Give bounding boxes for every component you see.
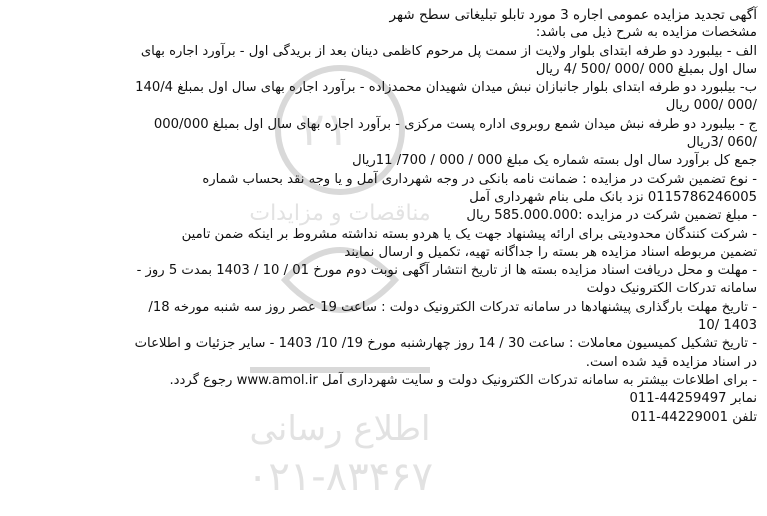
watermark-line-2: مناقصات و مزایدات — [249, 201, 431, 226]
notice-title: آگهی تجدید مزایده عمومی اجاره 3 مورد تابلو تبلیغاتی سطح شهر — [389, 7, 757, 23]
notice-line: الف - بیلبورد دو طرفه ابتدای بلوار ولایت از سمت پل مرحوم کاظمی دینان بعد از بریدگی اول - برآورد اجاره بهای — [140, 43, 757, 59]
notice-line: - تاریخ مهلت بارگذاری پیشنهادها در سامانه تدرکات الکترونیک دولت : ساعت 19 عصر روز سه شنبه مورخه 18/ — [148, 299, 757, 315]
notice-line: /060 /3ریال — [686, 135, 757, 151]
notice-line: ب- بیلبورد دو طرفه ابتدای بلوار جانبازان نبش میدان شهیدان محمدزاده - برآورد اجاره بهای سال اول بمبلغ 140/4 — [135, 80, 757, 96]
notice-line: در اسناد مزایده قید شده است. — [585, 354, 757, 370]
notice-line: جمع کل برآورد سال اول بسته شماره یک مبلغ 000 / 000 / 700/ 11ریال — [352, 153, 757, 169]
notice-line: مشخصات مزایده به شرح ذیل می باشد: — [535, 25, 757, 41]
notice-line: - شرکت کنندگان محدودیتی برای ارائه پیشنهاد جهت یک یا هردو بسته نداشته مشروط بر اینکه ضمن تامین — [181, 226, 757, 242]
phone-number: تلفن 44229001-011 — [630, 409, 757, 425]
notice-line: سامانه تدرکات الکترونیک دولت — [586, 281, 757, 297]
notice-line: سال اول بمبلغ 000 /000 /500 /4 ریال — [535, 61, 757, 77]
watermark-line-1: اطلاع رسانی — [249, 409, 431, 449]
notice-text — [12, 6, 757, 427]
notice-line: - مبلغ تضمین شرکت در مزایده :585.000.000 ریال — [466, 208, 757, 224]
fax-number: نمابر 44259497-011 — [629, 391, 757, 407]
watermark-mark: ۲۱ — [300, 102, 350, 156]
notice-line: - نوع تضمین شرکت در مزایده : ضمانت نامه بانکی در وجه شهرداری آمل و یا وجه نقد بحساب شماره — [202, 171, 757, 187]
notice-line: - برای اطلاعات بیشتر به سامانه تدرکات الکترونیک دولت و سایت شهرداری آمل www.amol.ir رجوع گردد. — [169, 372, 757, 388]
notice-line: ج - بیلبورد دو طرفه نبش میدان شمع روبروی اداره پست مرکزی - برآورد اجاره بهای سال اول بمبلغ 000/000 — [153, 116, 757, 132]
notice-line: تضمین مربوطه اسناد مزایده هر بسته را جداگانه تهیه، تکمیل و ارسال نمایند — [344, 244, 757, 260]
notice-line: - مهلت و محل دریافت اسناد مزایده بسته ها از تاریخ انتشار آگهی نوبت دوم مورخ 01 / 10 / 1403 بمدت 5 روز - — [136, 263, 757, 279]
notice-line: 10/ 1403 — [698, 318, 757, 334]
notice-line: /000 /000 ریال — [665, 98, 757, 114]
notice-line: - تاریخ تشکیل کمیسیون معاملات : ساعت 30 / 14 روز چهارشنبه مورخ 19/ 10/ 1403 - سایر جزئیات و اطلاعات — [134, 336, 757, 352]
notice-line: 0115786246005 نزد بانک ملی بنام شهرداری آمل — [469, 189, 757, 205]
watermark-line-3: ۰۲۱-۸۳۴۶۷ — [246, 454, 434, 500]
